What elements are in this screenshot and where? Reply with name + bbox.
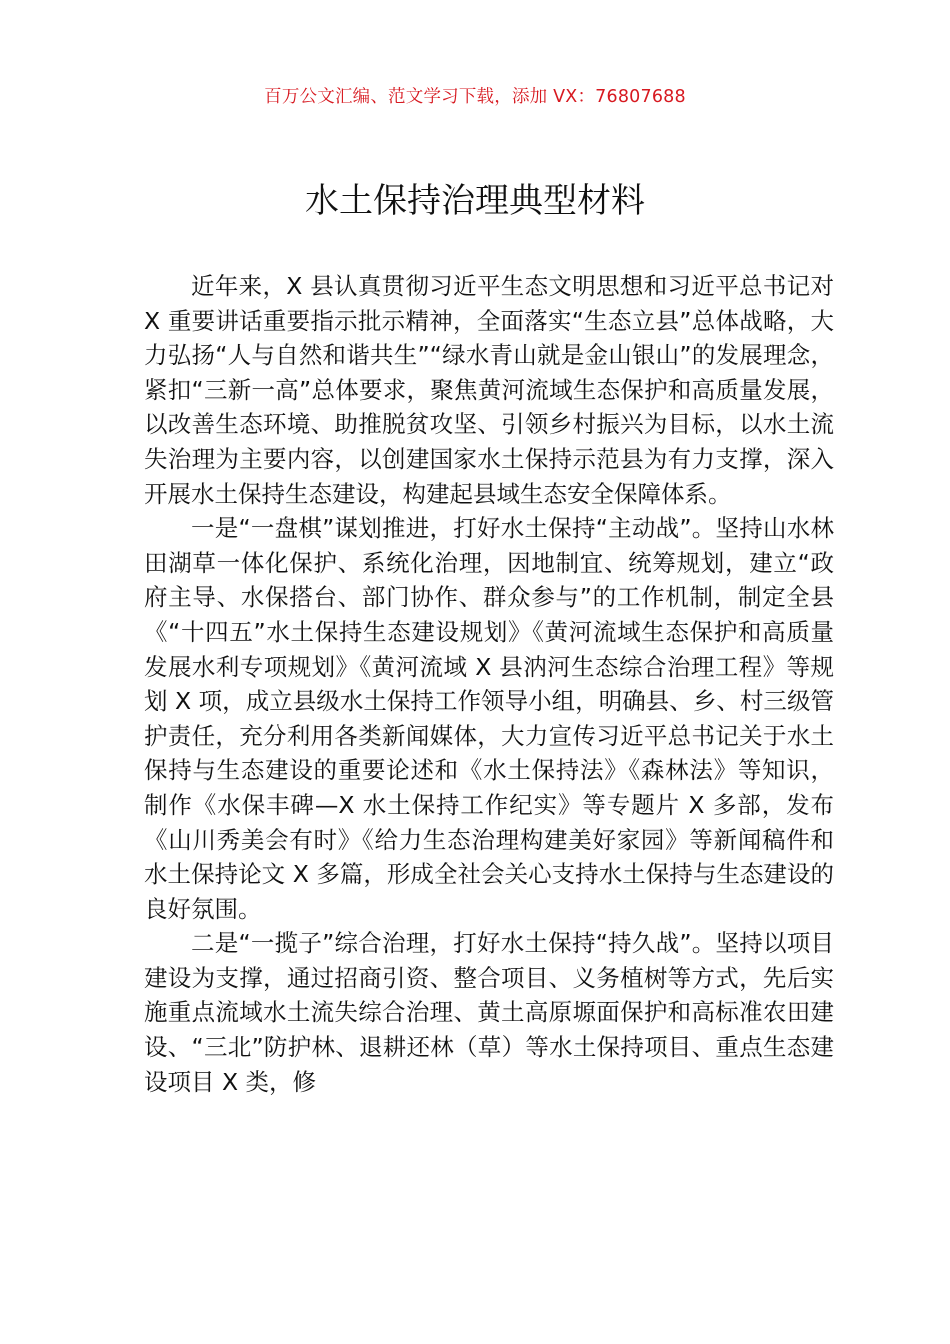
paragraph-intro: 近年来，X 县认真贯彻习近平生态文明思想和习近平总书记对 X 重要讲话重要指示批示精神，全面落实“生态立县”总体战略，大力弘扬“人与自然和谐共生”“绿水青山就是金山银山”的发展理念，紧扣“三新一高”总体要求，聚焦黄河流域生态保护和高质量发展，以改善生态环境、助推脱贫攻坚、引领乡村振兴为目标，以水土流失治理为主要内容，以创建国家水土保持示范县为有力支撑，深入开展水土保持生态建设，构建起县域生态安全保障体系。: [144, 272, 834, 508]
watermark-banner: 百万公文汇编、范文学习下载，添加 VX：76807688: [264, 87, 686, 107]
paragraph-point-one: 一是“一盘棋”谋划推进，打好水土保持“主动战”。坚持山水林田湖草一体化保护、系统化治理，因地制宜、统筹规划，建立“政府主导、水保搭台、部门协作、群众参与”的工作机制，制定全县《“十四五”水土保持生态建设规划》《黄河流域生态保护和高质量发展水利专项规划》《黄河流域 X 县汭河生态综合治理工程》等规划 X 项，成立县级水土保持工作领导小组，明确县、乡、村三级管护责任，充分利用各类新闻媒体，大力宣传习近平总书记关于水土保持与生态建设的重要论述和《水土保持法》《森林法》等知识，制作《水保丰碑—X 水土保持工作纪实》等专题片 X 多部，发布《山川秀美会有时》《给力生态治理构建美好家园》等新闻稿件和水土保持论文 X 多篇，形成全社会关心支持水土保持与生态建设的良好氛围。: [144, 514, 834, 923]
document-title: 水土保持治理典型材料: [305, 181, 645, 221]
document-body: [144, 269, 834, 1099]
paragraph-point-two: 二是“一揽子”综合治理，打好水土保持“持久战”。坚持以项目建设为支撑，通过招商引资、整合项目、义务植树等方式，先后实施重点流域水土流失综合治理、黄土高原塬面保护和高标准农田建设、“三北”防护林、退耕还林（草）等水土保持项目、重点生态建设项目 X 类，修: [144, 929, 834, 1096]
